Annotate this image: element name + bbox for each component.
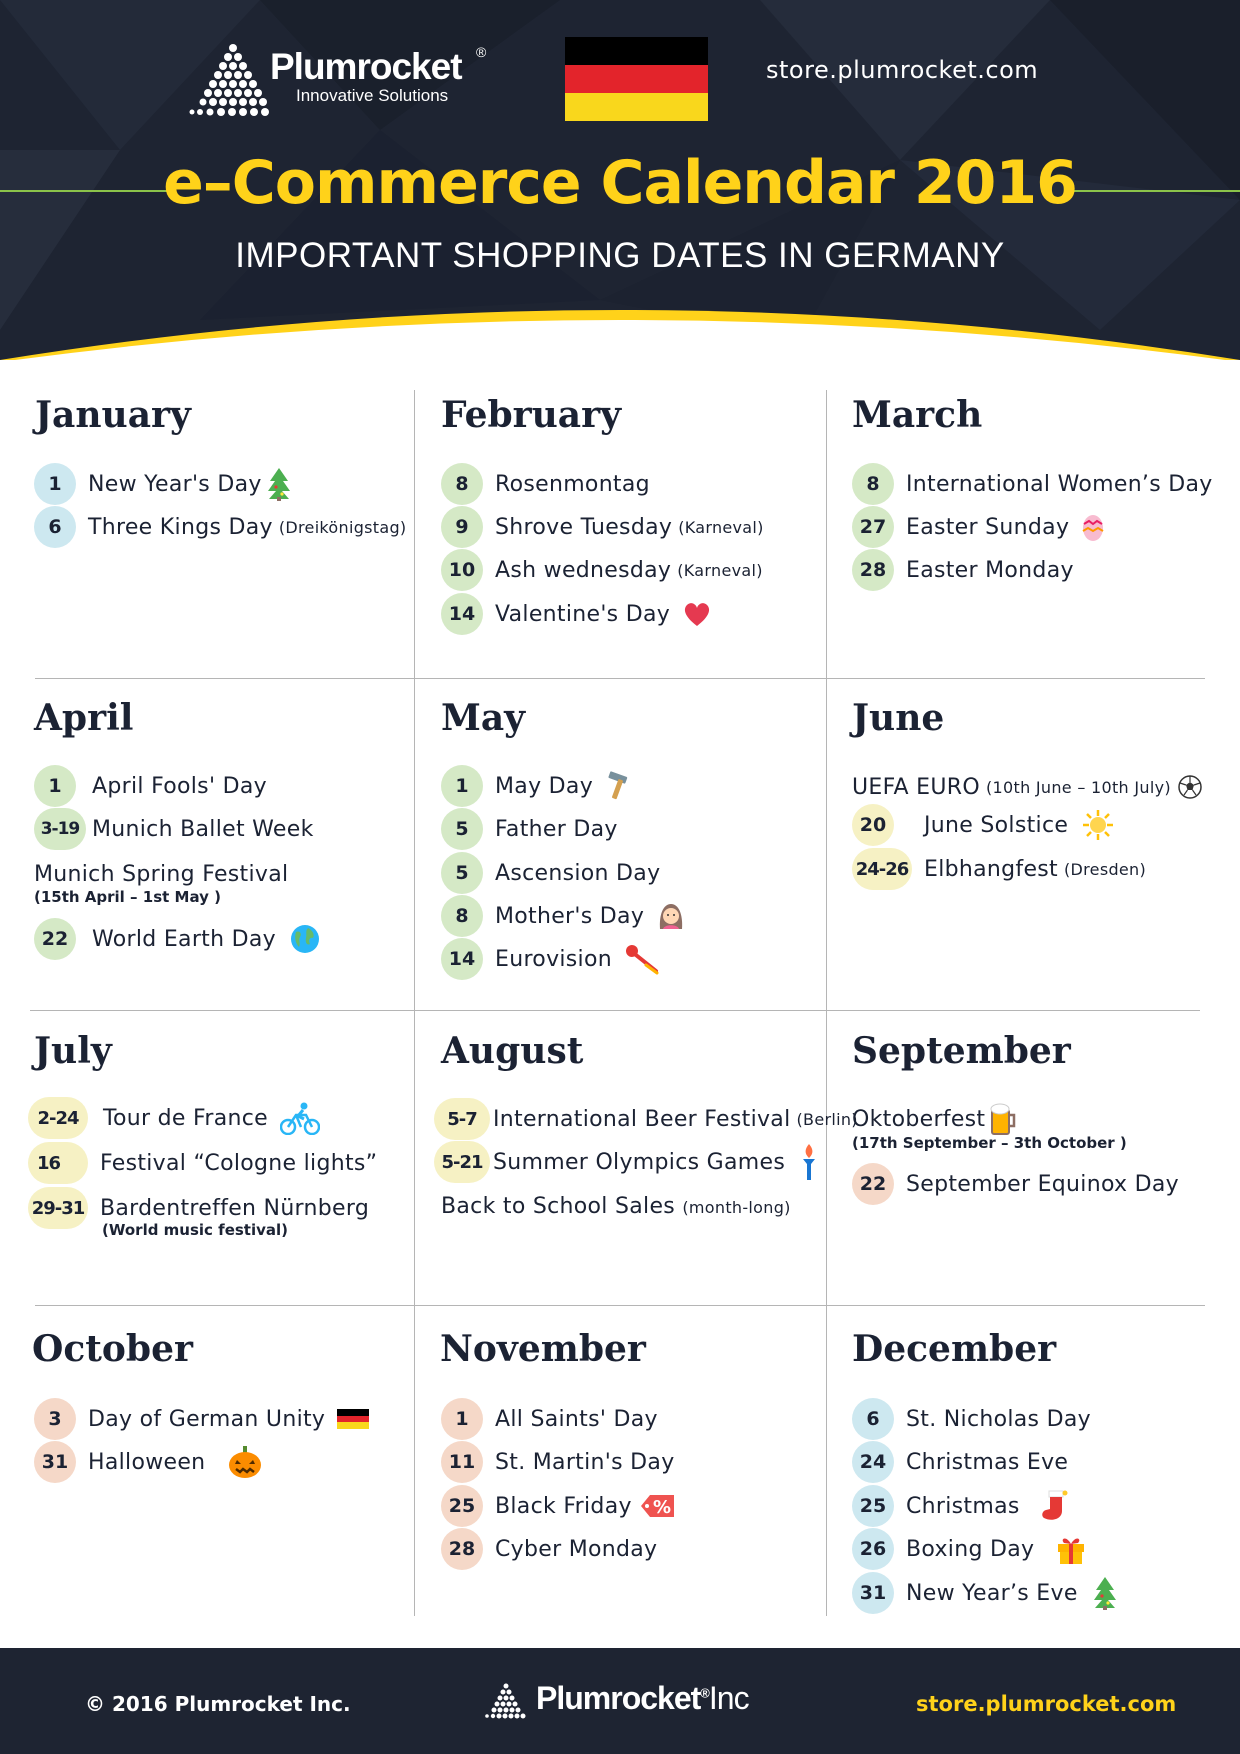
month-title-june: June <box>852 697 945 739</box>
month-title-september: September <box>852 1030 1071 1072</box>
date-badge: 25 <box>441 1485 483 1527</box>
footer-brand-text: Plumrocket®Inc <box>536 1680 749 1716</box>
date-badge: 1 <box>441 765 483 807</box>
event-label: Tour de France <box>103 1105 268 1131</box>
date-badge: 5-21 <box>434 1141 490 1183</box>
event-uefa-euro <box>852 766 1203 808</box>
event-label: Ash wednesday <box>495 557 672 583</box>
date-badge: 14 <box>441 938 483 980</box>
store-link-top[interactable]: store.plumrocket.com <box>766 56 1039 84</box>
date-badge: 8 <box>441 895 483 937</box>
event-rosenmontag <box>441 463 650 505</box>
event-note: (Berlin) <box>796 1109 858 1129</box>
event-note: (Dresden) <box>1063 859 1147 879</box>
event-label: Father Day <box>495 816 618 842</box>
globe-icon <box>290 924 320 954</box>
event-label: April Fools' Day <box>92 773 267 799</box>
christmas-tree-icon <box>1092 1576 1118 1610</box>
date-badge: 5-7 <box>434 1098 490 1140</box>
event-easter-monday <box>852 549 1074 591</box>
event-label: Rosenmontag <box>495 471 650 497</box>
christmas-tree-icon <box>266 467 292 501</box>
date-badge: 1 <box>34 765 76 807</box>
date-badge: 8 <box>441 463 483 505</box>
event-all-saints-day <box>441 1398 658 1440</box>
event-label: Eurovision <box>495 946 612 972</box>
page-title: e–Commerce Calendar 2016 <box>163 148 1077 218</box>
event-shrove-tuesday <box>441 506 764 548</box>
date-badge: 31 <box>852 1572 894 1614</box>
event-label: International Women’s Day <box>906 471 1213 497</box>
event-label: Three Kings Day <box>88 514 273 540</box>
event-international-womens-day <box>852 463 1213 505</box>
date-badge: 26 <box>852 1528 894 1570</box>
event-festival-cologne-lights <box>28 1142 377 1184</box>
month-title-november: November <box>440 1328 646 1370</box>
date-badge: 6 <box>34 506 76 548</box>
date-badge: 10 <box>441 549 483 591</box>
row-divider <box>35 678 1205 679</box>
event-label: Mother's Day <box>495 903 645 929</box>
event-note: (Dreikönigstag) <box>278 517 407 537</box>
date-badge: 29-31 <box>28 1187 88 1229</box>
event-label: World Earth Day <box>92 926 276 952</box>
event-label: Easter Sunday <box>906 514 1070 540</box>
footer-logo[interactable] <box>484 1678 784 1728</box>
registered-mark: ® <box>476 44 487 60</box>
event-note: (month-long) <box>682 1198 791 1217</box>
footer <box>0 1648 1240 1754</box>
month-title-january: January <box>35 394 191 436</box>
event-father-day <box>441 808 618 850</box>
microphone-icon <box>624 943 664 975</box>
torch-icon <box>797 1142 821 1182</box>
month-title-july: July <box>34 1030 112 1072</box>
event-label: Day of German Unity <box>88 1406 326 1432</box>
date-badge: 2-24 <box>28 1097 88 1139</box>
pumpkin-icon <box>227 1445 263 1479</box>
event-september-equinox-day <box>852 1163 1179 1205</box>
event-black-friday <box>441 1485 676 1527</box>
gift-icon <box>1056 1533 1086 1565</box>
mother-icon <box>656 901 686 931</box>
event-note: (World music festival) <box>102 1221 288 1239</box>
date-badge: 3 <box>34 1398 76 1440</box>
column-divider <box>826 390 827 1616</box>
month-title-december: December <box>852 1328 1057 1370</box>
date-badge: 24 <box>852 1441 894 1483</box>
event-st-nicholas-day <box>852 1398 1091 1440</box>
date-badge: 27 <box>852 506 894 548</box>
copyright-text: © 2016 Plumrocket Inc. <box>85 1692 351 1716</box>
event-label: All Saints' Day <box>495 1406 658 1432</box>
event-label: Oktoberfest <box>852 1106 986 1132</box>
column-divider <box>414 390 415 1616</box>
event-note: (15th April – 1st May ) <box>34 888 221 906</box>
event-may-day <box>441 765 631 807</box>
event-label: New Year’s Eve <box>906 1580 1078 1606</box>
easter-egg-icon <box>1081 512 1105 542</box>
event-label: Halloween <box>88 1449 206 1475</box>
event-label: Bardentreffen Nürnberg <box>100 1195 370 1221</box>
logo-tagline: Innovative Solutions <box>296 86 449 105</box>
event-munich-spring-festival: Munich Spring Festival <box>34 862 289 887</box>
month-title-october: October <box>32 1328 193 1370</box>
percent-tag-icon <box>640 1492 676 1520</box>
yellow-arc <box>0 300 1240 360</box>
event-eurovision <box>441 938 664 980</box>
svg-text:%: % <box>652 1497 671 1518</box>
store-link-bottom[interactable]: store.plumrocket.com <box>916 1692 1177 1716</box>
date-badge: 1 <box>34 463 76 505</box>
date-badge: 8 <box>852 463 894 505</box>
date-badge: 5 <box>441 852 483 894</box>
hammer-icon <box>605 771 631 801</box>
event-summer-olympics-games <box>434 1141 821 1183</box>
month-title-march: March <box>852 394 983 436</box>
date-badge: 16 <box>28 1142 88 1184</box>
event-april-fools-day <box>34 765 267 807</box>
event-new-years-day <box>34 463 292 505</box>
date-badge: 3-19 <box>34 808 86 850</box>
date-badge: 9 <box>441 506 483 548</box>
stocking-icon <box>1040 1489 1070 1523</box>
event-label: New Year's Day <box>88 471 262 497</box>
event-st-martins-day <box>441 1441 675 1483</box>
event-label: Ascension Day <box>495 860 661 886</box>
event-back-to-school-sales <box>441 1194 791 1219</box>
date-badge: 6 <box>852 1398 894 1440</box>
date-badge: 25 <box>852 1485 894 1527</box>
event-elbhangfest <box>852 848 1146 890</box>
event-three-kings-day <box>34 506 406 548</box>
event-label: Festival “Cologne lights” <box>100 1150 378 1176</box>
german-flag-icon <box>337 1409 369 1429</box>
event-easter-sunday <box>852 506 1105 548</box>
date-badge: 22 <box>852 1163 894 1205</box>
event-label: Shrove Tuesday <box>495 514 673 540</box>
event-label: May Day <box>495 773 594 799</box>
event-christmas <box>852 1485 1070 1527</box>
month-title-april: April <box>34 697 134 739</box>
event-label: Christmas Eve <box>906 1449 1069 1475</box>
event-label: St. Martin's Day <box>495 1449 675 1475</box>
event-label: Back to School Sales <box>441 1194 676 1219</box>
event-note: (Karneval) <box>678 517 764 537</box>
event-world-earth-day <box>34 918 320 960</box>
sun-icon <box>1082 809 1114 841</box>
event-label: UEFA EURO <box>852 774 980 800</box>
event-label: Easter Monday <box>906 557 1074 583</box>
event-label: Elbhangfest <box>924 856 1058 882</box>
date-badge: 28 <box>852 549 894 591</box>
event-label: Christmas <box>906 1493 1020 1519</box>
event-ash-wednesday <box>441 549 763 591</box>
event-new-years-eve <box>852 1572 1118 1614</box>
row-divider <box>30 1010 1200 1011</box>
event-label: June Solstice <box>924 812 1069 838</box>
event-label: Valentine's Day <box>495 601 671 627</box>
event-note: (17th September – 3th October ) <box>852 1134 1127 1152</box>
event-note: (Karneval) <box>677 560 763 580</box>
event-june-solstice <box>852 804 1114 846</box>
header-banner <box>0 0 1240 360</box>
rocket-dots-icon <box>484 1682 528 1722</box>
event-munich-ballet-week <box>34 808 314 850</box>
event-label: Munich Ballet Week <box>92 816 314 842</box>
plumrocket-logo[interactable] <box>188 40 488 120</box>
event-ascension-day <box>441 852 660 894</box>
event-mothers-day <box>441 895 686 937</box>
event-tour-de-france <box>28 1097 320 1139</box>
event-christmas-eve <box>852 1441 1068 1483</box>
event-label: Boxing Day <box>906 1536 1035 1562</box>
heart-icon <box>682 601 712 627</box>
event-label: Black Friday <box>495 1493 632 1519</box>
german-flag-icon <box>565 37 708 121</box>
event-label: September Equinox Day <box>906 1171 1179 1197</box>
month-title-may: May <box>441 697 526 739</box>
event-valentines-day <box>441 593 712 635</box>
event-halloween <box>34 1441 263 1483</box>
rocket-dots-icon <box>188 40 278 120</box>
month-title-august: August <box>441 1030 584 1072</box>
date-badge: 31 <box>34 1441 76 1483</box>
event-label: Summer Olympics Games <box>493 1149 786 1175</box>
event-label: Cyber Monday <box>495 1536 658 1562</box>
date-badge: 5 <box>441 808 483 850</box>
event-label: St. Nicholas Day <box>906 1406 1091 1432</box>
event-day-of-german-unity <box>34 1398 369 1440</box>
date-badge: 11 <box>441 1441 483 1483</box>
soccer-ball-icon <box>1177 774 1203 800</box>
date-badge: 24-26 <box>852 848 912 890</box>
date-badge: 22 <box>34 918 76 960</box>
date-badge: 28 <box>441 1528 483 1570</box>
event-note: (10th June – 10th July) <box>986 777 1171 797</box>
event-boxing-day <box>852 1528 1086 1570</box>
date-badge: 20 <box>852 804 894 846</box>
logo-brand-text: Plumrocket <box>270 46 462 87</box>
row-divider <box>35 1305 1205 1306</box>
event-label: International Beer Festival <box>493 1106 791 1132</box>
cyclist-icon <box>280 1101 320 1135</box>
date-badge: 14 <box>441 593 483 635</box>
event-cyber-monday <box>441 1528 657 1570</box>
date-badge: 1 <box>441 1398 483 1440</box>
event-international-beer-festival <box>434 1098 858 1140</box>
month-title-february: February <box>441 394 622 436</box>
page-subtitle: IMPORTANT SHOPPING DATES IN GERMANY <box>235 236 1005 275</box>
beer-mug-icon <box>989 1102 1017 1136</box>
